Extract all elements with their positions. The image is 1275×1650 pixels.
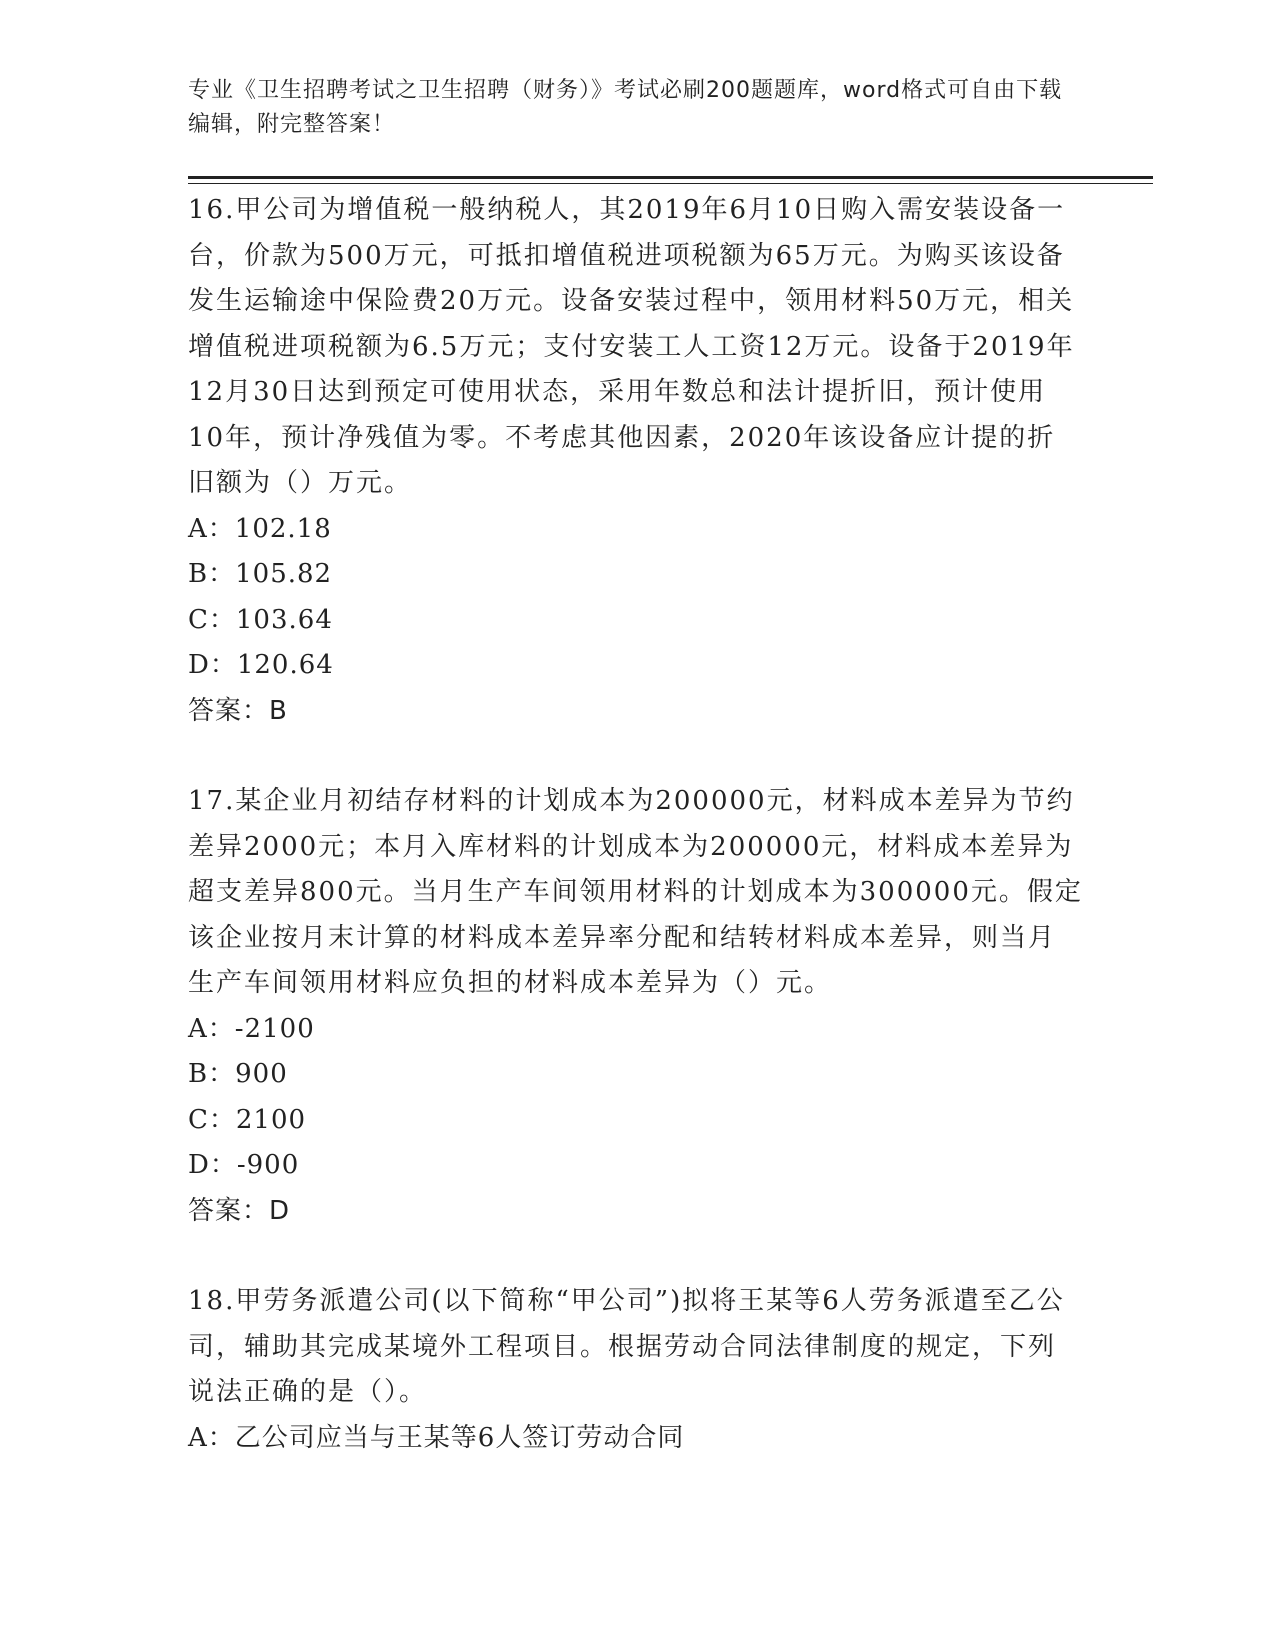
option-b: B：105.82 — [188, 559, 333, 589]
option-d: D：-900 — [188, 1150, 300, 1180]
question-spacer — [188, 734, 1083, 779]
question-stem: 17.某企业月初结存材料的计划成本为200000元，材料成本差异为节约差异2000元；本月入库材料的计划成本为200000元，材料成本差异为超支差异800元。当月生产车间领用材料的计划成本为300000元。假定该企业按月末计算的材料成本差异率分配和结转材料成本差异，则当月生产车间领用材料应负担的材料成本差异为（）元。 — [188, 786, 1083, 998]
question-list — [188, 188, 1083, 1461]
option-a: A：-2100 — [188, 1013, 315, 1044]
option-d: D：120.64 — [188, 650, 334, 680]
option-a: A：乙公司应当与王某等6人签订劳动合同 — [188, 1422, 685, 1453]
answer-line: 答案：B — [188, 695, 288, 726]
answer-line: 答案：D — [188, 1195, 291, 1226]
question-18 — [188, 1279, 1083, 1461]
option-c: C：2100 — [188, 1104, 307, 1135]
question-spacer — [188, 1234, 1083, 1279]
question-stem: 18.甲劳务派遣公司(以下简称“甲公司”)拟将王某等6人劳务派遣至乙公司，辅助其完成某境外工程项目。根据劳动合同法律制度的规定，下列说法正确的是（）。 — [188, 1286, 1065, 1407]
option-b: B：900 — [188, 1059, 288, 1089]
header-rule-thin — [188, 183, 1153, 184]
question-16 — [188, 188, 1083, 734]
question-stem: 16.甲公司为增值税一般纳税人，其2019年6月10日购入需安装设备一台，价款为500万元，可抵扣增值税进项税额为65万元。为购买该设备发生运输途中保险费20万元。设备安装过程中，领用材料50万元，相关增值税进项税额为6.5万元；支付安装工人工资12万元。设备于2019年12月30日达到预定可使用状态，采用年数总和法计提折旧，预计使用10年，预计净残值为零。不考虑其他因素，2020年该设备应计提的折旧额为（）万元。 — [188, 195, 1075, 498]
document-header: 专业《卫生招聘考试之卫生招聘（财务）》考试必刷200题题库，word格式可自由下载编辑，附完整答案！ — [188, 78, 1063, 137]
option-c: C：103.64 — [188, 604, 333, 635]
header-rule-thick — [188, 176, 1153, 179]
question-17 — [188, 779, 1083, 1234]
option-a: A：102.18 — [188, 513, 332, 544]
